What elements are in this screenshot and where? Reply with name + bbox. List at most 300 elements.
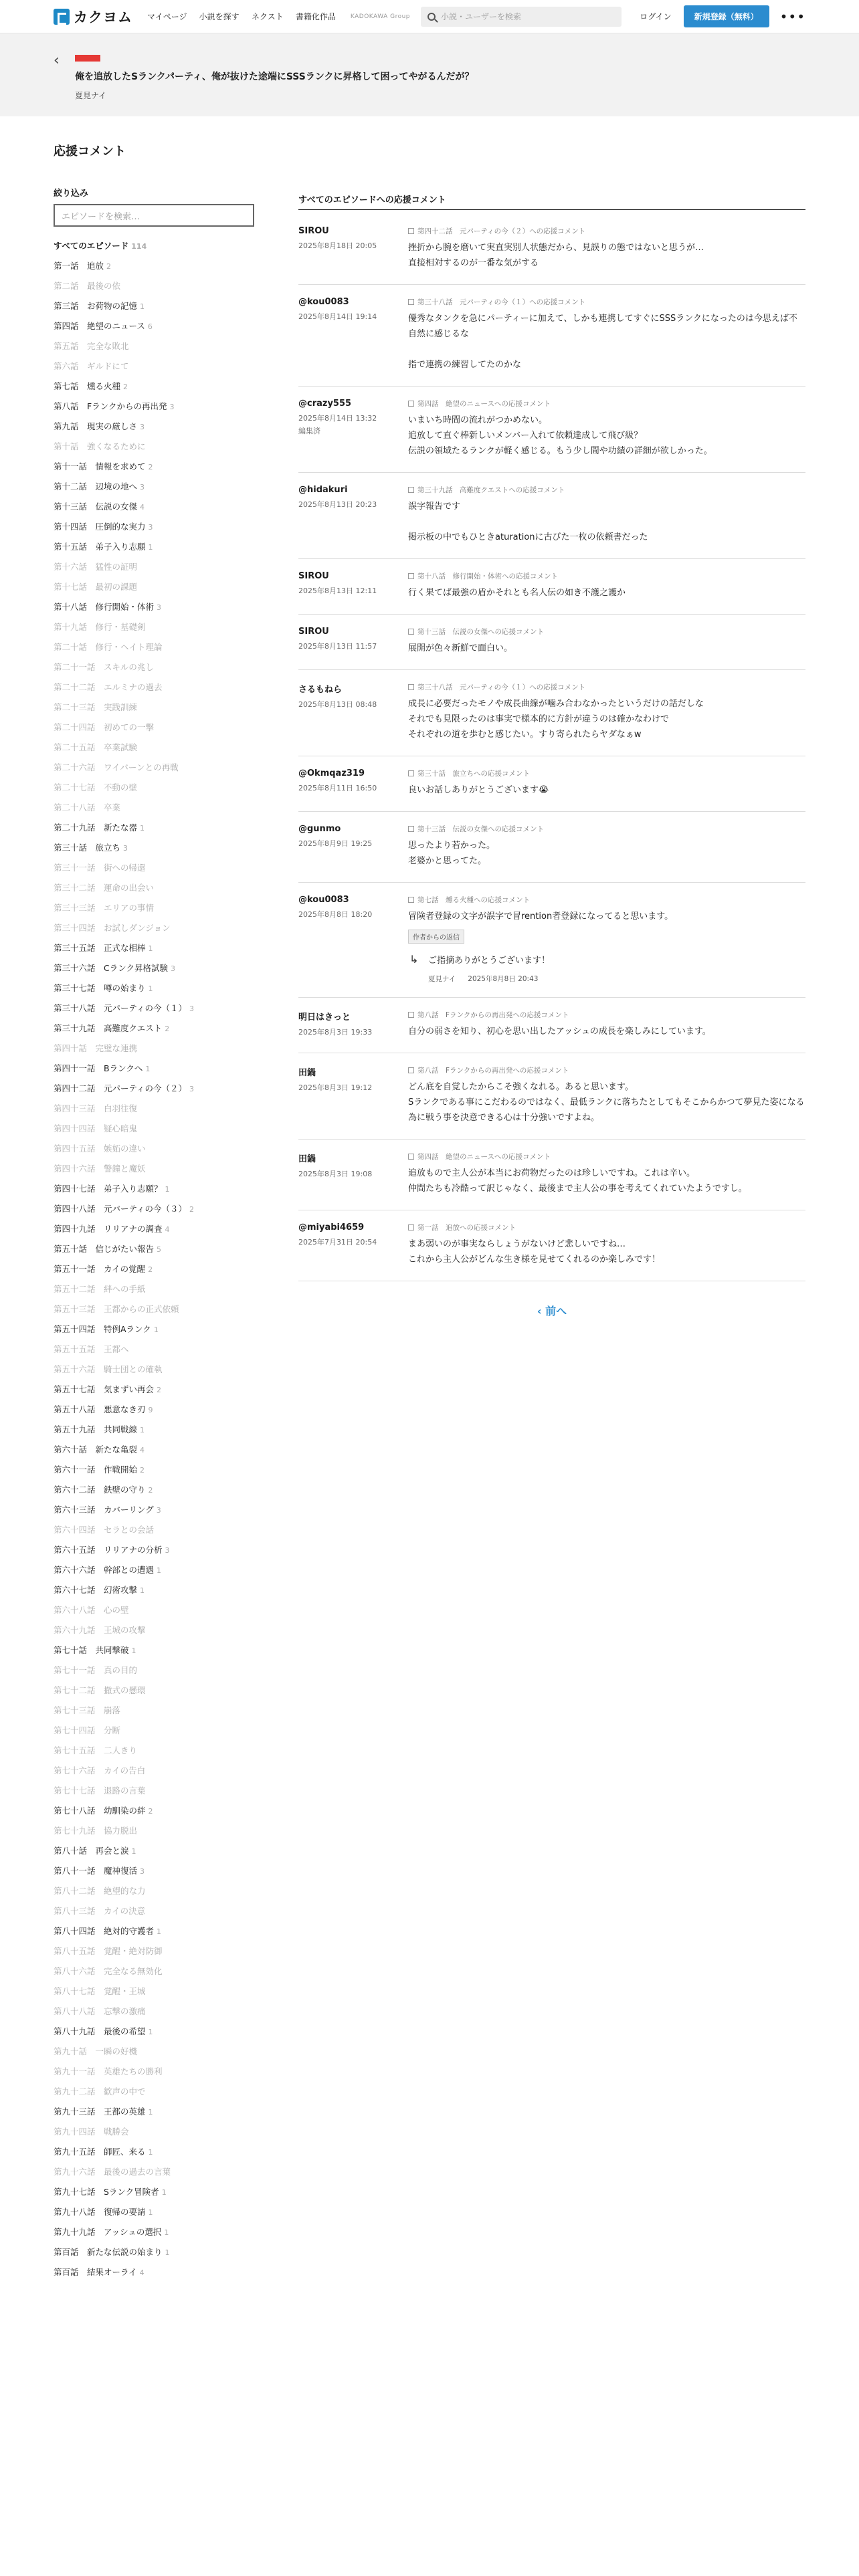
episode-comment-count: 2 bbox=[148, 1486, 153, 1495]
episode-filter-item[interactable] bbox=[54, 778, 254, 798]
filter-label: 絞り込み bbox=[54, 189, 89, 199]
episode-comment-count: 114 bbox=[131, 242, 147, 251]
episode-label: 第四十二話 元パーティの今（２） bbox=[54, 1083, 187, 1093]
episode-comment-count: 3 bbox=[165, 1546, 170, 1555]
episode-filter-item[interactable] bbox=[54, 1660, 254, 1681]
comment-list bbox=[298, 214, 805, 1281]
episode-ref: 第八話 Fランクからの再出発への応援コメント bbox=[417, 1067, 569, 1075]
episode-filter-item[interactable] bbox=[54, 1961, 254, 1981]
prev-page-label: 前へ bbox=[545, 1305, 567, 1317]
episode-filter-item[interactable] bbox=[54, 1139, 254, 1159]
episode-filter-item[interactable] bbox=[54, 1159, 254, 1179]
episode-filter-item[interactable] bbox=[54, 577, 254, 597]
comment-episode-link[interactable] bbox=[408, 1152, 805, 1162]
episode-filter-item[interactable] bbox=[54, 1219, 254, 1239]
comment-episode-link[interactable] bbox=[408, 1010, 805, 1020]
episode-ref: 第三十八話 元パーティの今（１）への応援コメント bbox=[417, 298, 586, 306]
book-icon bbox=[408, 629, 414, 635]
episode-label: 第五十六話 騎士団との確執 bbox=[54, 1364, 163, 1374]
episode-filter-sidebar bbox=[54, 186, 254, 2282]
episode-filter-item[interactable] bbox=[54, 1440, 254, 1460]
episode-filter-item[interactable] bbox=[54, 1881, 254, 1901]
episode-label: 第五十二話 絆への手紙 bbox=[54, 1284, 146, 1294]
episode-filter-item[interactable] bbox=[54, 1821, 254, 1841]
comment-item bbox=[298, 615, 805, 670]
comment-episode-link[interactable] bbox=[408, 399, 805, 409]
work-author[interactable]: 夏見ナイ bbox=[75, 91, 107, 100]
episode-filter-item[interactable] bbox=[54, 2002, 254, 2022]
episode-filter-item[interactable] bbox=[54, 1901, 254, 1921]
comment-episode-link[interactable] bbox=[408, 682, 805, 692]
episode-filter-item[interactable] bbox=[54, 336, 254, 356]
episode-filter-item[interactable] bbox=[54, 1841, 254, 1861]
nav-mypage[interactable]: マイページ bbox=[147, 12, 187, 21]
comment-user[interactable]: さるもねら bbox=[298, 685, 343, 695]
episode-comment-count: 3 bbox=[140, 483, 145, 492]
episode-filter-item[interactable] bbox=[54, 1741, 254, 1761]
kadokawa-group-label: KADOKAWA Group bbox=[350, 13, 411, 20]
nav-next[interactable]: ネクスト bbox=[251, 12, 284, 21]
episode-label: 第七十六話 カイの告白 bbox=[54, 1765, 146, 1776]
episode-label: 第六十一話 作戦開始 bbox=[54, 1465, 138, 1475]
episode-label: 第三十九話 高難度クエスト bbox=[54, 1023, 163, 1033]
episode-comment-count: 3 bbox=[189, 1004, 195, 1013]
episode-filter-item[interactable] bbox=[54, 738, 254, 758]
episode-filter-item[interactable] bbox=[54, 878, 254, 898]
episode-filter-item[interactable] bbox=[54, 2222, 254, 2242]
comment-item bbox=[298, 473, 805, 559]
work-banner bbox=[0, 33, 859, 116]
episode-filter-item[interactable] bbox=[54, 557, 254, 577]
episode-comment-count: 1 bbox=[148, 944, 153, 953]
comment-meta bbox=[298, 485, 408, 545]
author-reply bbox=[408, 953, 805, 984]
episode-filter-item[interactable] bbox=[54, 697, 254, 718]
episode-filter-item[interactable] bbox=[54, 517, 254, 537]
reply-meta bbox=[428, 974, 550, 984]
episode-label: 第八十三話 カイの決意 bbox=[54, 1906, 146, 1916]
episode-label: 第七十四話 分断 bbox=[54, 1725, 121, 1735]
episode-label: 第九十五話 師匠、来る bbox=[54, 2147, 146, 2157]
episode-comment-count: 1 bbox=[165, 2248, 170, 2257]
comment-date: 2025年8月14日 13:32 bbox=[298, 414, 377, 423]
episode-label: 第七十二話 撤式の懸環 bbox=[54, 1685, 146, 1695]
episode-label: 第百話 新たな伝説の始まり bbox=[54, 2247, 163, 2257]
episode-filter-item[interactable] bbox=[54, 1801, 254, 1821]
episode-filter-item[interactable] bbox=[54, 2022, 254, 2042]
episode-label: 第六十七話 幻術攻撃 bbox=[54, 1585, 138, 1595]
episode-filter-item[interactable] bbox=[54, 2262, 254, 2282]
episode-ref: 第四十二話 元パーティの今（２）への応援コメント bbox=[417, 227, 586, 235]
episode-filter-item[interactable] bbox=[54, 1861, 254, 1881]
episode-label: 第八話 Fランクからの再出発 bbox=[54, 401, 167, 411]
comment-body bbox=[408, 1222, 805, 1267]
episode-label: 第九十九話 アッシュの選択 bbox=[54, 2227, 162, 2237]
episode-label: 第三十一話 街への帰還 bbox=[54, 863, 146, 873]
episode-label: 第八十話 再会と涙 bbox=[54, 1846, 129, 1856]
kakuyomu-logo-icon bbox=[54, 9, 70, 25]
episode-label: 第十五話 弟子入り志願 bbox=[54, 542, 146, 552]
comment-user[interactable]: 明日はきっと bbox=[298, 1012, 351, 1023]
episode-filter-item[interactable] bbox=[54, 1339, 254, 1360]
episode-filter-item[interactable] bbox=[54, 1600, 254, 1620]
episode-filter-item[interactable] bbox=[54, 497, 254, 517]
login-link[interactable]: ログイン bbox=[640, 12, 672, 21]
book-icon bbox=[408, 228, 414, 234]
episode-ref: 第十八話 修行開始・体術への応援コメント bbox=[417, 572, 558, 580]
comment-meta bbox=[298, 226, 408, 271]
episode-filter-item[interactable] bbox=[54, 938, 254, 958]
episode-label: 第二十話 修行・ヘイト理論 bbox=[54, 642, 163, 652]
episode-label: 第三十五話 正式な相棒 bbox=[54, 943, 146, 953]
episode-filter-item[interactable] bbox=[54, 417, 254, 437]
comment-body bbox=[408, 1010, 805, 1039]
episode-label: 第百話 結果オーライ bbox=[54, 2267, 137, 2277]
episode-label: 第八十九話 最後の希望 bbox=[54, 2026, 146, 2036]
episode-comment-count: 6 bbox=[147, 322, 153, 331]
episode-filter-item[interactable] bbox=[54, 1520, 254, 1540]
episode-filter-item[interactable] bbox=[54, 356, 254, 377]
episode-filter-item[interactable] bbox=[54, 1380, 254, 1400]
episode-label: 第九十三話 王都の英雄 bbox=[54, 2107, 146, 2117]
comment-date: 2025年8月14日 19:14 bbox=[298, 312, 377, 321]
episode-filter-item[interactable] bbox=[54, 276, 254, 296]
episode-label: 第二十四話 初めての一撃 bbox=[54, 722, 155, 732]
comment-text: 良いお話しありがとうございます😭 bbox=[408, 785, 549, 795]
episode-filter-item[interactable] bbox=[54, 1941, 254, 1961]
episode-filter-all[interactable] bbox=[54, 236, 254, 256]
episode-ref: 第三十九話 高難度クエストへの応援コメント bbox=[417, 486, 565, 494]
episode-label: 第二十五話 卒業試験 bbox=[54, 742, 138, 752]
episode-filter-item[interactable] bbox=[54, 617, 254, 637]
comment-user[interactable]: @kou0083 bbox=[298, 895, 349, 905]
episode-filter-item[interactable] bbox=[54, 1540, 254, 1560]
episode-filter-item[interactable] bbox=[54, 2062, 254, 2082]
comment-user[interactable]: @miyabi4659 bbox=[298, 1222, 365, 1232]
comment-user[interactable]: @crazy555 bbox=[298, 399, 352, 409]
episode-label: 第七十一話 真の目的 bbox=[54, 1665, 138, 1675]
comment-item bbox=[298, 756, 805, 812]
comment-date: 2025年8月11日 16:50 bbox=[298, 784, 377, 792]
comment-episode-link[interactable] bbox=[408, 627, 805, 637]
episode-filter-item[interactable] bbox=[54, 1701, 254, 1721]
episode-filter-item[interactable] bbox=[54, 437, 254, 457]
episode-filter-item[interactable] bbox=[54, 898, 254, 918]
book-icon bbox=[408, 1224, 414, 1230]
episode-label: 第二十七話 不動の壁 bbox=[54, 782, 138, 792]
episode-label: 第七十七話 退路の言葉 bbox=[54, 1786, 146, 1796]
site-search-input[interactable] bbox=[421, 7, 622, 27]
episode-filter-item[interactable] bbox=[54, 1099, 254, 1119]
episode-label: 第四十五話 嫉妬の違い bbox=[54, 1144, 146, 1154]
episode-filter-item[interactable] bbox=[54, 1199, 254, 1219]
comment-user[interactable]: SIROU bbox=[298, 226, 329, 236]
episode-comment-count: 1 bbox=[140, 302, 145, 311]
episode-label: 第八十一話 魔神復活 bbox=[54, 1866, 138, 1876]
episode-comment-count: 2 bbox=[148, 1807, 153, 1816]
episode-comment-count: 1 bbox=[148, 2208, 153, 2217]
work-title[interactable]: 俺を追放したSランクパーティ、俺が抜けた途端にSSSランクに昇格して困ってやがるんだが？ bbox=[75, 72, 474, 82]
episode-filter-item[interactable] bbox=[54, 2182, 254, 2202]
episode-filter-item[interactable] bbox=[54, 1360, 254, 1380]
episode-filter-item[interactable] bbox=[54, 858, 254, 878]
episode-label: 第三話 お荷物の記憶 bbox=[54, 301, 138, 311]
episode-label: 第九十八話 復帰の要請 bbox=[54, 2207, 146, 2217]
episode-comment-count: 2 bbox=[148, 463, 153, 471]
episode-filter-item[interactable] bbox=[54, 597, 254, 617]
episode-filter-item[interactable] bbox=[54, 1259, 254, 1279]
episode-filter-item[interactable] bbox=[54, 1420, 254, 1440]
episode-label: 第三十話 旅立ち bbox=[54, 843, 121, 853]
episode-filter-item[interactable] bbox=[54, 1299, 254, 1319]
episode-filter-item[interactable] bbox=[54, 477, 254, 497]
book-icon bbox=[408, 487, 414, 493]
comment-item bbox=[298, 670, 805, 756]
episode-comment-count: 2 bbox=[189, 1205, 195, 1214]
episode-label: 第二十八話 卒業 bbox=[54, 802, 121, 813]
episode-label: 第八十五話 覚醒・絶対防御 bbox=[54, 1946, 163, 1956]
episode-label: 第四十七話 弟子入り志願？ bbox=[54, 1184, 163, 1194]
episode-filter-item[interactable] bbox=[54, 1761, 254, 1781]
nav-published[interactable]: 書籍化作品 bbox=[295, 12, 336, 21]
episode-label: 第二十一話 スキルの兆し bbox=[54, 662, 154, 672]
comment-meta bbox=[298, 895, 408, 984]
episode-label: 第二話 最後の依 bbox=[54, 281, 121, 291]
episode-label: 第四十八話 元パーティの今（３） bbox=[54, 1204, 187, 1214]
episode-filter-item[interactable] bbox=[54, 2162, 254, 2182]
episode-filter-item[interactable] bbox=[54, 1400, 254, 1420]
comment-body bbox=[408, 485, 805, 545]
episode-ref: 第四話 絶望のニュースへの応援コメント bbox=[417, 1153, 551, 1161]
episode-filter-item[interactable] bbox=[54, 758, 254, 778]
main-content bbox=[0, 116, 859, 2282]
episode-label: 第八十七話 覚醒・王城 bbox=[54, 1986, 146, 1996]
comment-meta bbox=[298, 399, 408, 459]
episode-filter-item[interactable] bbox=[54, 1179, 254, 1199]
episode-filter-item[interactable] bbox=[54, 958, 254, 978]
comment-episode-link[interactable] bbox=[408, 1065, 805, 1075]
comment-item bbox=[298, 883, 805, 998]
comment-user[interactable]: SIROU bbox=[298, 627, 329, 637]
episode-filter-item[interactable] bbox=[54, 1580, 254, 1600]
episode-label: 第四十六話 警鐘と魔妖 bbox=[54, 1164, 146, 1174]
comment-user[interactable]: @Okmqaz319 bbox=[298, 768, 365, 778]
comments-section-title: すべてのエピソードへの応援コメント bbox=[298, 186, 805, 210]
comment-meta bbox=[298, 1222, 408, 1267]
episode-label: 第四十話 完璧な連携 bbox=[54, 1043, 138, 1053]
episode-label: 第三十六話 Cランク昇格試験 bbox=[54, 963, 168, 973]
episode-label: 第五十八話 悪意なき刃 bbox=[54, 1404, 146, 1414]
episode-filter-item[interactable] bbox=[54, 1640, 254, 1660]
episode-filter-item[interactable] bbox=[54, 296, 254, 316]
comment-date: 2025年7月31日 20:54 bbox=[298, 1238, 377, 1247]
comment-text: 優秀なタンクを急にパーティーに加えて、しかも連携してすぐにSSSランクになったのは今思えば不自然に感じるな 指で連携の練習してたのかな bbox=[408, 314, 797, 370]
episode-label: 第十七話 最初の課題 bbox=[54, 582, 138, 592]
comment-item bbox=[298, 387, 805, 473]
episode-filter-item[interactable] bbox=[54, 1079, 254, 1099]
episode-filter-item[interactable] bbox=[54, 1781, 254, 1801]
episode-label: 第六十八話 心の壁 bbox=[54, 1605, 129, 1615]
episode-comment-count: 1 bbox=[164, 2228, 169, 2237]
comment-body bbox=[408, 895, 805, 984]
episode-comment-count: 1 bbox=[153, 1325, 159, 1334]
episode-filter-item[interactable] bbox=[54, 2202, 254, 2222]
comment-body bbox=[408, 1065, 805, 1125]
prev-page-button[interactable]: ‹ 前へ bbox=[537, 1305, 567, 1317]
comment-episode-link[interactable] bbox=[408, 485, 805, 495]
comment-date: 2025年8月9日 19:25 bbox=[298, 839, 373, 848]
episode-filter-item[interactable] bbox=[54, 1319, 254, 1339]
episode-filter-item[interactable] bbox=[54, 1500, 254, 1520]
episode-comment-count: 2 bbox=[123, 383, 128, 391]
episode-label: 第十八話 修行開始・体術 bbox=[54, 602, 155, 612]
comment-meta bbox=[298, 1010, 408, 1039]
comment-date: 2025年8月13日 12:11 bbox=[298, 586, 377, 595]
episode-filter-item[interactable] bbox=[54, 1119, 254, 1139]
episode-filter-item[interactable] bbox=[54, 537, 254, 557]
episode-comment-count: 1 bbox=[140, 1426, 145, 1434]
episode-label: 第八十二話 絶望的な力 bbox=[54, 1886, 146, 1896]
episode-search-placeholder: エピソードを検索… bbox=[62, 211, 140, 222]
episode-filter-item[interactable] bbox=[54, 677, 254, 697]
episode-filter-item[interactable] bbox=[54, 978, 254, 998]
episode-ref: 第四話 絶望のニュースへの応援コメント bbox=[417, 400, 551, 408]
comment-meta bbox=[298, 297, 408, 372]
comment-text: 冒険者登録の文字が誤字で冒rention者登録になってると思います。 bbox=[408, 911, 674, 922]
comment-item bbox=[298, 1053, 805, 1140]
episode-filter-item[interactable] bbox=[54, 2142, 254, 2162]
episode-label: 第七十話 共同撃破 bbox=[54, 1645, 129, 1655]
comment-user[interactable]: SIROU bbox=[298, 571, 329, 581]
episode-label: 第十一話 情報を求めて bbox=[54, 461, 146, 471]
site-logo[interactable] bbox=[54, 7, 132, 27]
book-icon bbox=[408, 1154, 414, 1160]
episode-filter-item[interactable] bbox=[54, 2102, 254, 2122]
comment-episode-link[interactable] bbox=[408, 571, 805, 581]
episode-filter-item[interactable] bbox=[54, 2242, 254, 2262]
comment-body bbox=[408, 682, 805, 742]
episode-label: 第二十三話 実践訓練 bbox=[54, 702, 138, 712]
episode-comment-count: 2 bbox=[106, 262, 112, 271]
comment-episode-link[interactable] bbox=[408, 895, 805, 905]
comment-meta bbox=[298, 682, 408, 742]
episode-comment-count: 1 bbox=[131, 1847, 136, 1856]
episode-filter-item[interactable] bbox=[54, 1721, 254, 1741]
episode-comment-count: 3 bbox=[189, 1085, 195, 1093]
episode-comment-count: 3 bbox=[169, 403, 175, 411]
comment-item bbox=[298, 285, 805, 387]
episode-filter-item[interactable] bbox=[54, 397, 254, 417]
episode-label: 第三十八話 元パーティの今（１） bbox=[54, 1003, 187, 1013]
comment-body bbox=[408, 571, 805, 601]
episode-label: 第五話 完全な敗北 bbox=[54, 341, 129, 351]
episode-filter-item[interactable] bbox=[54, 1560, 254, 1580]
episode-filter-item[interactable] bbox=[54, 998, 254, 1018]
episode-filter-item[interactable] bbox=[54, 377, 254, 397]
episode-label: 第二十六話 ワイバーンとの再戦 bbox=[54, 762, 179, 772]
episode-filter-item[interactable] bbox=[54, 457, 254, 477]
episode-comment-count: 1 bbox=[148, 2148, 153, 2157]
episode-filter-item[interactable] bbox=[54, 918, 254, 938]
comment-episode-link[interactable] bbox=[408, 1222, 805, 1232]
comment-user[interactable]: @gunmo bbox=[298, 824, 341, 834]
comment-episode-link[interactable] bbox=[408, 824, 805, 834]
episode-filter-item[interactable] bbox=[54, 798, 254, 818]
edited-label: 編集済 bbox=[298, 427, 320, 435]
episode-filter-item[interactable] bbox=[54, 637, 254, 657]
episode-filter-item[interactable] bbox=[54, 256, 254, 276]
episode-filter-item[interactable] bbox=[54, 2042, 254, 2062]
episode-filter-item[interactable] bbox=[54, 1921, 254, 1941]
episode-filter-item[interactable] bbox=[54, 1460, 254, 1480]
episode-ref: 第一話 追放への応援コメント bbox=[417, 1224, 516, 1232]
episode-filter-item[interactable] bbox=[54, 1239, 254, 1259]
episode-label: 第五十四話 特例Aランク bbox=[54, 1324, 151, 1334]
episode-filter-item[interactable] bbox=[54, 1681, 254, 1701]
comment-meta bbox=[298, 1065, 408, 1125]
reply-author[interactable]: 夏見ナイ bbox=[428, 975, 456, 983]
comment-item bbox=[298, 1140, 805, 1210]
episode-filter-item[interactable] bbox=[54, 1981, 254, 2002]
comment-text: 誤字報告です 掲示板の中でもひときaturationに古びた一枚の依頼書だった bbox=[408, 502, 648, 542]
episode-filter-item[interactable] bbox=[54, 818, 254, 838]
episode-label: 第七十三話 崩落 bbox=[54, 1705, 121, 1715]
comment-body bbox=[408, 226, 805, 271]
comment-date: 2025年8月8日 18:20 bbox=[298, 910, 373, 919]
episode-filter-item[interactable] bbox=[54, 1039, 254, 1059]
episode-label: 第五十三話 王都からの正式依頼 bbox=[54, 1304, 179, 1314]
episode-label: 第四十九話 リリアナの調査 bbox=[54, 1224, 163, 1234]
back-chevron-icon[interactable]: ‹ bbox=[54, 52, 60, 69]
episode-comment-count: 3 bbox=[157, 603, 162, 612]
comment-user[interactable]: @hidakuri bbox=[298, 485, 348, 495]
episode-filter-item[interactable] bbox=[54, 657, 254, 677]
episode-comment-count: 3 bbox=[156, 1506, 161, 1515]
episode-label: 第六話 ギルドにて bbox=[54, 361, 129, 371]
episode-label: 第九十六話 最後の過去の言葉 bbox=[54, 2167, 171, 2177]
episode-comment-count: 4 bbox=[139, 2268, 145, 2277]
episode-filter-item[interactable] bbox=[54, 1018, 254, 1039]
episode-label: 第十九話 修行・基礎剣 bbox=[54, 622, 146, 632]
comment-user[interactable]: 田鍋 bbox=[298, 1154, 316, 1164]
episode-filter-item[interactable] bbox=[54, 2082, 254, 2102]
comment-user[interactable]: 田鍋 bbox=[298, 1068, 316, 1078]
comment-episode-link[interactable] bbox=[408, 297, 805, 307]
comment-episode-link[interactable] bbox=[408, 226, 805, 236]
episode-filter-item[interactable] bbox=[54, 1620, 254, 1640]
episode-filter-item[interactable] bbox=[54, 718, 254, 738]
episode-filter-item[interactable] bbox=[54, 2122, 254, 2142]
episode-filter-item[interactable] bbox=[54, 838, 254, 858]
nav-find-novels[interactable]: 小説を探す bbox=[199, 12, 240, 21]
episode-filter-item[interactable] bbox=[54, 1059, 254, 1079]
comment-user[interactable]: @kou0083 bbox=[298, 297, 349, 307]
more-menu-icon[interactable]: ••• bbox=[779, 8, 805, 25]
episode-filter-item[interactable] bbox=[54, 1279, 254, 1299]
episode-filter-item[interactable] bbox=[54, 1480, 254, 1500]
episode-search-input[interactable] bbox=[54, 204, 254, 227]
episode-label: 第六十五話 リリアナの分析 bbox=[54, 1545, 163, 1555]
main-nav bbox=[147, 11, 345, 22]
comment-item bbox=[298, 812, 805, 883]
comment-episode-link[interactable] bbox=[408, 768, 805, 778]
signup-button[interactable]: 新規登録（無料） bbox=[684, 5, 769, 27]
episode-ref: 第七話 燻る火種への応援コメント bbox=[417, 896, 530, 904]
episode-comment-count: 1 bbox=[140, 824, 145, 833]
episode-filter-item[interactable] bbox=[54, 316, 254, 336]
comment-body bbox=[408, 1152, 805, 1196]
comment-meta bbox=[298, 768, 408, 798]
